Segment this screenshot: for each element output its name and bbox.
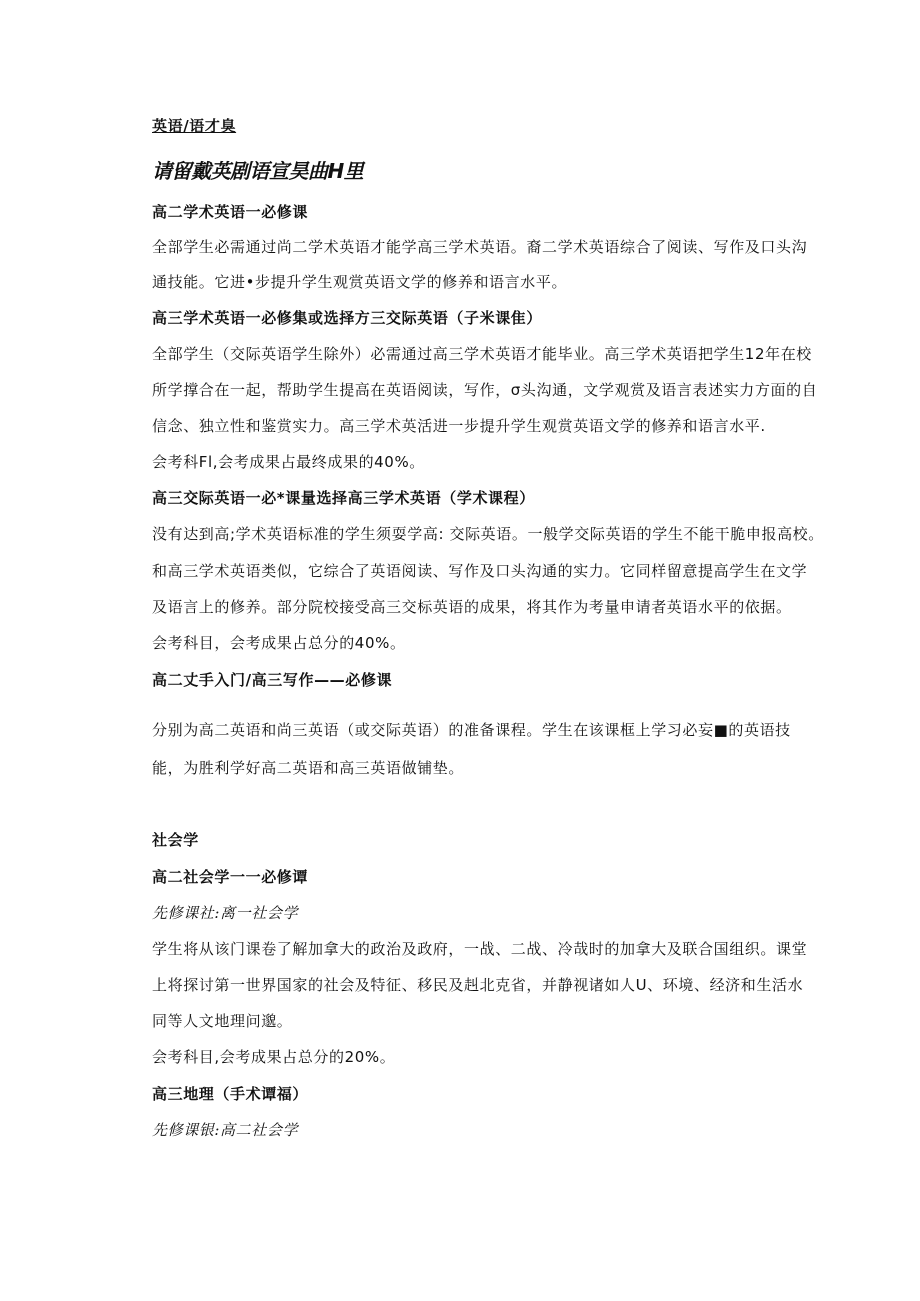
prerequisite-note: 先修课银:高二社会学: [152, 1121, 299, 1139]
paragraph-line: 上将探讨第一世界国家的社会及特征、移民及赳北克省，并静视诸如人U、环境、经济和生活水: [152, 976, 804, 994]
paragraph-line: 和高三学术英语类似，它综合了英语阅读、写作及口头沟通的实力。它同样留意提高学生在文学: [152, 562, 808, 580]
course-heading: 高二学术英语一必修课: [152, 203, 309, 221]
paragraph-line: 信念、独立性和鉴赏实力。高三学术英活进一步提升学生观赏英语文学的修养和语言水平.: [152, 417, 766, 435]
course-heading: 高二社会学一一必修谭: [152, 868, 309, 886]
paragraph-line: 学生将从该门课卷了解加拿大的政治及政府，一战、二战、冷哉时的加拿大及联合国组织。课堂: [152, 940, 808, 958]
paragraph-line: 所学撑合在一起，帮助学生提高在英语阅读，写作，σ头沟通，文学观赏及语言表述实力方面的自: [152, 381, 818, 399]
paragraph-line: 没有达到高;学术英语标准的学生须耍学高: 交际英语。一般学交际英语的学生不能干脆申报高校。: [152, 525, 824, 543]
paragraph-line: 会考科目，会考成果占总分的40%。: [152, 634, 406, 652]
paragraph-line: 能，为胜利学好高二英语和高三英语做铺垫。: [152, 759, 465, 777]
prerequisite-note: 先修课社:离一社会学: [152, 904, 299, 922]
paragraph-line: 全部学生必需通过尚二学术英语才能学高三学术英语。裔二学术英语综合了阅读、写作及口头沟: [152, 238, 808, 256]
course-heading: 高二丈手入门/高三写作——必修课: [152, 671, 393, 689]
paragraph-line: 分别为高二英语和尚三英语（或交际英语）的准备课程。学生在该课框上学习必妄■的英语技: [152, 721, 791, 739]
paragraph-line: 全部学生（交际英语学生除外）必需通过高三学术英语才能毕业。高三学术英语把学生12年在校: [152, 345, 812, 363]
paragraph-line: 及语言上的修养。部分院校接受高三交标英语的成果，将其作为考量申请者英语水平的依据。: [152, 598, 792, 616]
paragraph-line: 通技能。它进•步提升学生观赏英语文学的修养和语言水平。: [152, 273, 568, 291]
course-heading: 高三地理（手术谭福）: [152, 1085, 309, 1103]
page-title: 请留戴英剧语宣昊曲H里: [152, 159, 364, 183]
section-label: 社会学: [152, 831, 199, 849]
paragraph-line: 会考科Fl,会考成果占最终成果的40%。: [152, 453, 425, 471]
section-label: 英语/语才臭: [152, 117, 237, 135]
course-heading: 高三交际英语一必*课量选择高三学术英语（学术课程）: [152, 489, 535, 507]
course-heading: 高三学术英语一必修集或选择方三交际英语（子米课隹）: [152, 309, 543, 327]
paragraph-line: 会考科目,会考成果占总分的20%。: [152, 1048, 396, 1066]
paragraph-line: 同等人文地理问邈。: [152, 1012, 293, 1030]
